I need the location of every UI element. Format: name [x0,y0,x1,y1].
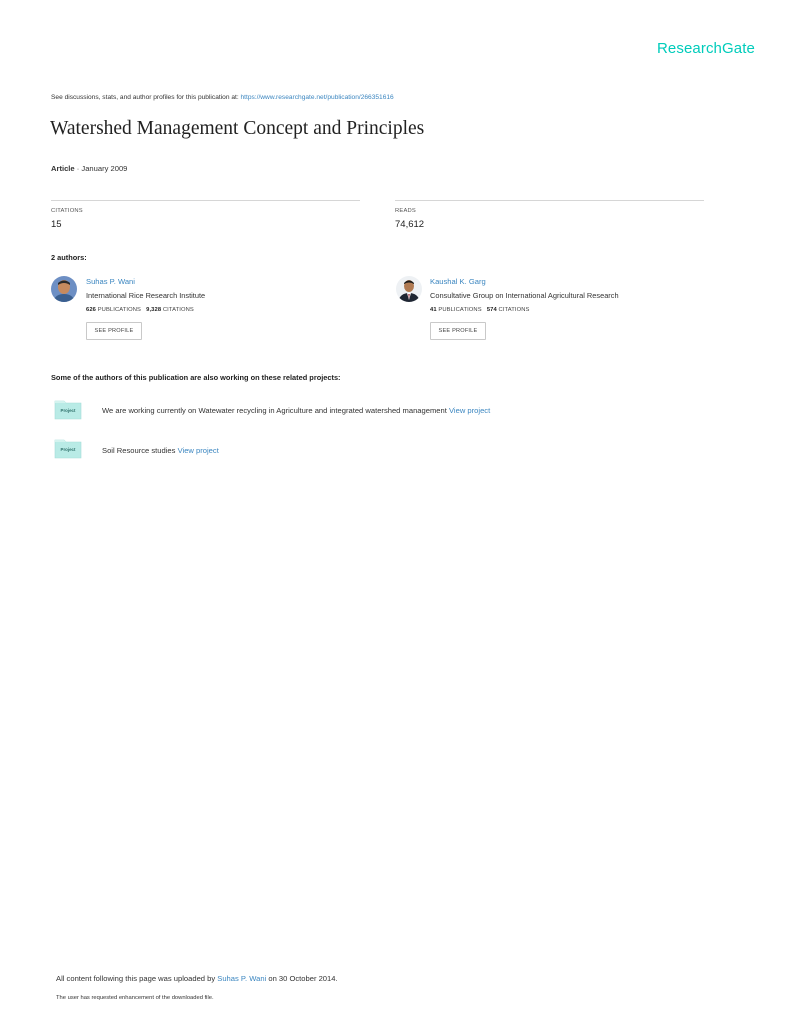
author-stats [430,307,529,313]
project-description: Soil Resource studies [102,446,176,455]
upload-notice [56,974,338,983]
publication-meta [51,164,127,173]
citations-label: CITATIONS [162,307,194,313]
discussion-prefix: See discussions, stats, and author profiles for this publication at: [51,94,241,101]
author-photo-icon [51,276,77,302]
see-profile-button[interactable]: SEE PROFILE [430,322,486,340]
citations-count: 574 [486,307,497,313]
author-institution: Consultative Group on International Agricultural Research [430,291,619,300]
avatar[interactable] [51,276,77,302]
project-folder-icon[interactable] [54,398,82,420]
project-item [102,446,219,455]
enhancement-note: The user has requested enhancement of the downloaded file. [56,995,214,1001]
author-name-link[interactable]: Kaushal K. Garg [430,277,486,286]
upload-prefix: All content following this page was uploaded by [56,974,218,983]
reads-value: 74,612 [395,219,425,230]
page-title: Watershed Management Concept and Principles [50,118,425,139]
discussion-line [51,94,394,101]
publication-url-link[interactable]: https://www.researchgate.net/publication/266351616 [240,94,394,101]
author-photo-icon [396,276,422,302]
publication-type: Article [51,164,75,173]
publications-count: 626 [86,307,96,313]
see-profile-button[interactable]: SEE PROFILE [86,322,142,340]
publications-label: PUBLICATIONS [438,307,482,313]
citations-value: 15 [51,219,62,230]
uploader-link[interactable]: Suhas P. Wani [217,974,267,983]
author-institution: International Rice Research Institute [86,291,206,300]
meta-separator: · [74,164,82,173]
view-project-link[interactable]: View project [448,406,491,415]
authors-heading: 2 authors: [51,253,87,262]
project-item [102,406,490,415]
researchgate-logo[interactable]: ResearchGate [657,40,755,57]
citations-label: CITATIONS [498,307,530,313]
divider-citations [51,200,360,201]
author-name-link[interactable]: Suhas P. Wani [86,277,135,286]
avatar[interactable] [396,276,422,302]
author-stats [86,307,194,313]
project-icon-label: Project [60,408,76,413]
upload-suffix: on 30 October 2014. [266,974,338,983]
publication-date: January 2009 [81,164,128,173]
publications-count: 41 [430,307,437,313]
projects-heading: Some of the authors of this publication are also working on these related projects: [51,373,341,382]
project-description: We are working currently on Watewater recycling in Agriculture and integrated watershed management [102,406,447,415]
divider-reads [395,200,704,201]
reads-label: READS [395,208,416,214]
publications-label: PUBLICATIONS [97,307,141,313]
citations-count: 9,328 [146,307,162,313]
project-folder-icon[interactable] [54,437,82,459]
view-project-link[interactable]: View project [177,446,219,455]
project-icon-label: Project [60,447,76,452]
citations-label: CITATIONS [51,208,83,214]
